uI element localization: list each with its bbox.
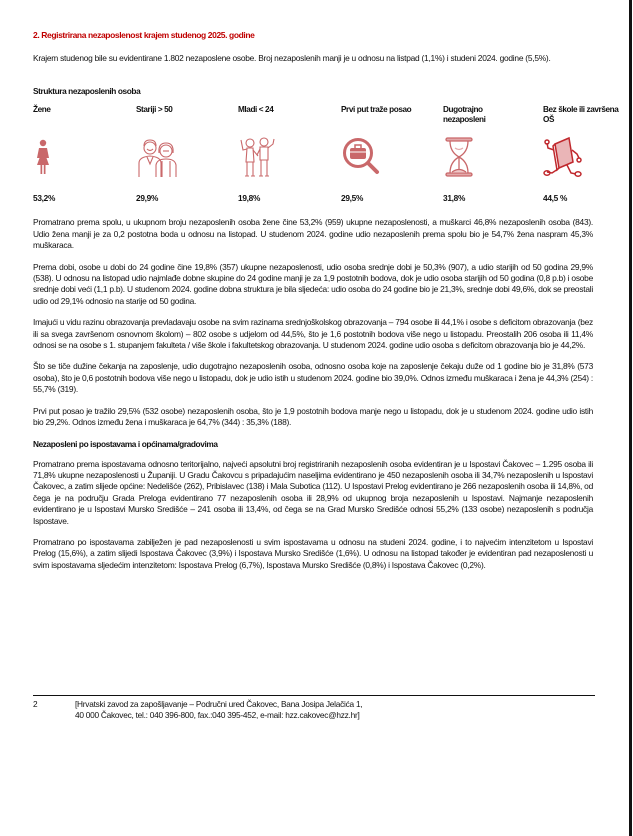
section2-title: Nezaposleni po ispostavama i općinama/gradovima <box>33 438 218 449</box>
page-number: 2 <box>33 699 38 709</box>
structure-item-no-school <box>543 105 623 203</box>
structure-item-women <box>33 105 113 203</box>
structure-item-value: 44,5 % <box>543 193 568 204</box>
section-heading: 2. Registrirana nezaposlenost krajem studenog 2025. godine <box>33 30 255 40</box>
structure-item-value: 31,8% <box>443 193 466 204</box>
structure-item-young <box>238 105 318 203</box>
structure-item-value: 29,5% <box>341 193 364 204</box>
running-book-icon <box>543 136 585 178</box>
page-content <box>33 30 619 571</box>
structure-item-value: 53,2% <box>33 193 56 204</box>
branch-decline-paragraph: Promatrano po ispostavama zabilježen je pad nezaposlenosti u svim ispostavama u odnosu na studeni 2024. godine, i to najvećim intenzitetom u Ispostavi Prelog (15,6%), a zatim slijedi Ispostava Čakovec (3,9%) i Ispostava Mursko Središće (1,6%). U odnosu na listopad također je evidentiran pad nezaposlenosti u svim ispostavama sljedećim intenzitetom: Ispostava Prelog (6,7%), Ispostava Mursko Središće (0,8%) i Ispostava Čakovec (0,2%). <box>33 536 593 570</box>
structure-item-label: Mladi < 24 <box>238 105 274 115</box>
intro-paragraph: Krajem studenog bile su evidentirane 1.802 nezaposlene osobe. Broj nezaposlenih manji je u odnosu na listpad (1,1%) i studeni 2024. godine (5,5%). <box>33 53 551 63</box>
structure-item-long-term <box>443 105 523 203</box>
structure-infographic <box>33 105 619 213</box>
hourglass-icon <box>443 136 475 178</box>
territorial-paragraph: Promatrano prema ispostavama odnosno teritorijalno, najveći apsolutni broj registriranih nezaposlenih osoba evidentiran je u Ispostavi Čakovec – 1.295 osoba ili 71,8% ukupne nezaposlenosti u Županiji. U Gradu Čakovcu s pripadajućim naseljima evidentirano je 450 nezaposlenih osoba ili 34,7% nezaposlenih u Ispostavi Čakovec, a zatim slijede općine: Nedelišće (262), Pribislavec (138) i Mala Subotica (112). U Ispostavi Prelog evidentirano je 266 nezaposlenih osoba ili 14,8%, od čega je na području Grada Preloga evidentirano 77 nezaposlenih osoba ili 28,9% od ukupnog broja nezaposlenih u Ispostavi. Najmanje nezaposlenih evidentirano je u Ispostavi Mursko Središće – 241 osoba ili 13,4%, od čega se na Grad Mursko Središće odnosi 55,2% (133 osobe) nezaposlenih s područja Ispostave. <box>33 458 593 526</box>
education-paragraph: Imajući u vidu razinu obrazovanja prevladavaju osobe na svim razinama srednjoškolskog obrazovanja – 794 osobe ili 44,1% i osobe s deficitom obrazovanja (bez ili sa svega završenom osnovnom školom) – 802 osobe s udjelom od 44,5%, što je 1,6 postotnih bodova više nego u listopadu. Preostalih 206 osoba ili 11,4% odnosi se na osobe s 1. stupanjem fakulteta / više škole i fakultetskog obrazovanja. U studenom 2024. godine udio osoba s deficitom obrazovanja bio je 44,2%. <box>33 317 593 351</box>
job-search-icon <box>341 136 383 178</box>
structure-item-elderly <box>136 105 216 203</box>
structure-item-label: Stariji > 50 <box>136 105 173 115</box>
elderly-couple-icon <box>136 137 180 177</box>
age-paragraph: Prema dobi, osobe u dobi do 24 godine čine 19,8% (357) ukupne nezaposlenosti, udio osoba srednje dobi je 50,3% (907), a udio starijih od 50 godina 29,9% (538). U odnosu na listopad udio najmlađe dobne skupine do 24 godine manji je za 1,9 postotnih bodova, dok je udio osoba starijih od 50 godina (0,8 p.b) i osobe srednje dobi veći (1,1 p.b). U studenom 2024. godine dobna struktura je bila sljedeća: udio osoba do 24 godine bio je 21,3%, srednje dobi 49,6%, dok se preostali udio od 29,1% odnosio na starije od 50 godina. <box>33 261 593 306</box>
young-people-icon <box>238 136 278 178</box>
footer-address <box>75 699 362 721</box>
structure-item-label: Dugotrajno nezaposleni <box>443 105 486 125</box>
footer-address-line2: 40 000 Čakovec, tel.: 040 396-800, fax.:040 395-452, e-mail: hzz.cakovec@hzz.hr] <box>75 710 360 720</box>
gender-paragraph: Promatrano prema spolu, u ukupnom broju nezaposlenih osoba žene čine 53,2% (959) ukupne nezaposlenosti, a muškarci 46,8% nezaposlenih osoba (843). Udio žena manji je za 0,2 postotna boda u odnosu na listopad. U studenom 2024. godine udio nezaposlenih prema spolu bio je 54,7% žena naspram 45,3% muškaraca. <box>33 217 593 251</box>
footer-divider <box>33 695 595 696</box>
structure-item-label: Bez škole ili završena OŠ <box>543 105 619 125</box>
first-job-paragraph: Prvi put posao je tražilo 29,5% (532 osobe) nezaposlenih osoba, što je 1,9 postotnih bodova manje nego u listopadu, dok je u studenom 2024. godine udio istih bio 29,2%. Odnos između žena i muškaraca je 64,7% (344) : 35,3% (188). <box>33 405 593 428</box>
structure-title: Struktura nezaposlenih osoba <box>33 86 141 97</box>
structure-item-first-job <box>341 105 421 203</box>
woman-icon <box>33 139 53 175</box>
structure-item-label: Žene <box>33 105 51 115</box>
structure-item-value: 19,8% <box>238 193 261 204</box>
footer-address-line1: [Hrvatski zavod za zapošljavanje – Područni ured Čakovec, Bana Josipa Jelačića 1, <box>75 699 363 709</box>
structure-item-label: Prvi put traže posao <box>341 105 412 115</box>
structure-item-value: 29,9% <box>136 193 159 204</box>
long-term-paragraph: Što se tiče dužine čekanja na zaposlenje, udio dugotrajno nezaposlenih osoba, odnosno osoba koje na zaposlenje čekaju duže od 1 godine bio je 31,8% (573 osoba), što je 0,6 postotnih bodova više nego u listopadu, dok je udio istih u studenom 2024. godine bio 39,0%. Odnos između muškaraca i žena je 44,3% (254) : 55,7% (319). <box>33 361 593 395</box>
